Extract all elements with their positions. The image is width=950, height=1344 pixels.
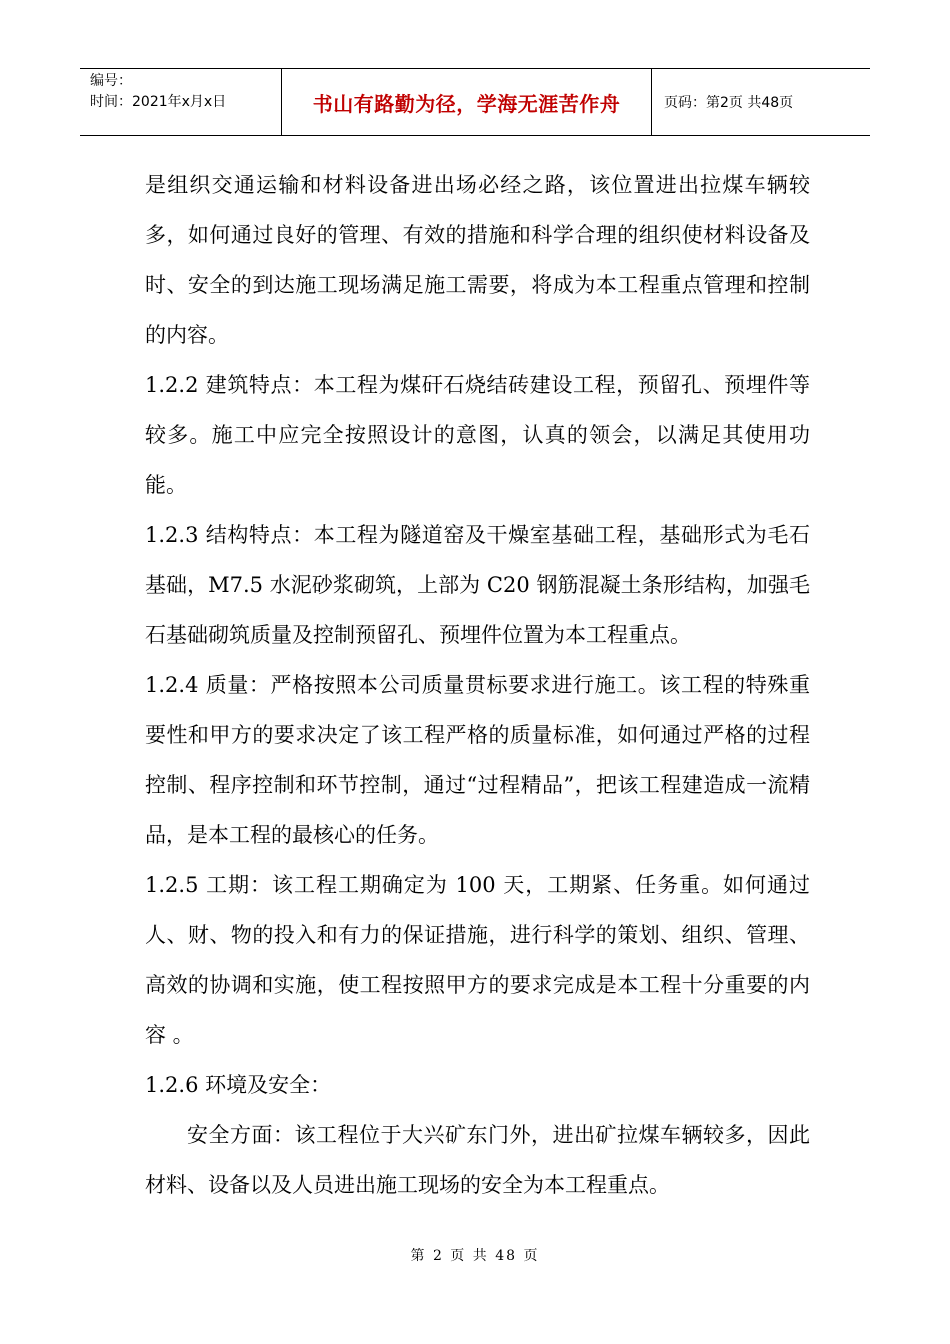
- header-meta-cell: [80, 69, 282, 135]
- section-heading-environment-safety: 1.2.6 环境及安全：: [145, 1073, 332, 1097]
- paragraph-traffic: 是组织交通运输和材料设备进出场必经之路，该位置进出拉煤车辆较多，如何通过良好的管理、有效的措施和科学合理的组织使材料设备及时、安全的到达施工现场满足施工需要，将成为本工程重点管理和控制的内容。: [145, 173, 810, 347]
- paragraph-quality: 1.2.4 质量：严格按照本公司质量贯标要求进行施工。该工程的特殊重要性和甲方的要求决定了该工程严格的质量标准，如何通过严格的过程控制、程序控制和环节控制，通过“过程精品”，把该工程建造成一流精品，是本工程的最核心的任务。: [145, 673, 810, 847]
- paragraph-safety: 安全方面：该工程位于大兴矿东门外，进出矿拉煤车辆较多，因此材料、设备以及人员进出施工现场的安全为本工程重点。: [145, 1123, 810, 1197]
- document-date: 时间：2021年x月x日: [90, 94, 227, 110]
- paragraph-structure-features: 1.2.3 结构特点：本工程为隧道窑及干燥室基础工程，基础形式为毛石基础，M7.5 水泥砂浆砌筑，上部为 C20 钢筋混凝土条形结构，加强毛石基础砌筑质量及控制预留孔、预埋件位置为本工程重点。: [145, 523, 810, 647]
- document-body: [145, 160, 810, 1210]
- paragraph-building-features: 1.2.2 建筑特点：本工程为煤矸石烧结砖建设工程，预留孔、预埋件等较多。施工中应完全按照设计的意图，认真的领会，以满足其使用功能。: [145, 373, 810, 497]
- page-footer: 第 2 页 共 48 页: [410, 1248, 540, 1264]
- document-header: [80, 68, 870, 136]
- paragraph-schedule: 1.2.5 工期：该工程工期确定为 100 天，工期紧、任务重。如何通过人、财、物的投入和有力的保证措施，进行科学的策划、组织、管理、高效的协调和实施，使工程按照甲方的要求完成是本工程十分重要的内容 。: [145, 873, 810, 1047]
- header-page-info: 页码：第2页 共48页: [664, 95, 794, 111]
- header-motto: 书山有路勤为径，学海无涯苦作舟: [282, 69, 652, 135]
- document-number-label: 编号：: [90, 73, 132, 89]
